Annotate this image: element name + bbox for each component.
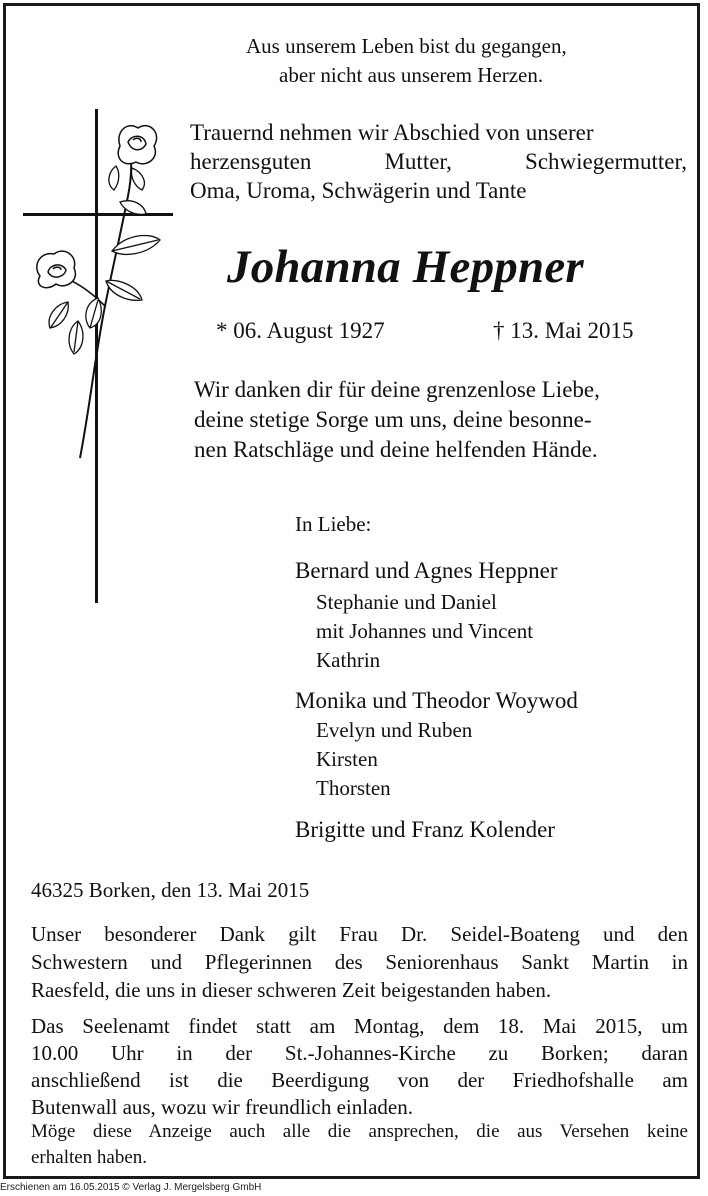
note-line-2: erhalten haben.	[31, 1147, 148, 1168]
cross-with-rose-icon	[20, 106, 180, 606]
service-line-2: 10.00 Uhr in der St.-Johannes-Kirche zu Borken; daran	[31, 1041, 688, 1065]
gratitude-line-3: Raesfeld, die uns in dieser schweren Zeit beigestanden haben.	[31, 978, 552, 1002]
thanks-line-3: nen Ratschläge und deine helfenden Hände.	[194, 437, 598, 462]
deceased-name: Johanna Heppner	[227, 241, 584, 293]
family-2-member: Kirsten	[316, 747, 378, 771]
family-3-head: Brigitte und Franz Kolender	[295, 817, 555, 842]
service-line-4: Butenwall aus, wozu wir freundlich einladen.	[31, 1095, 413, 1119]
gratitude-line-1: Unser besonderer Dank gilt Frau Dr. Seidel-Boateng und den	[31, 922, 688, 946]
thanks-line-2: deine stetige Sorge um uns, deine besonne-	[194, 407, 592, 432]
family-2-head: Monika und Theodor Woywod	[295, 688, 578, 713]
thanks-line-1: Wir danken dir für deine grenzenlose Liebe,	[194, 377, 600, 402]
note-line-1: Möge diese Anzeige auch alle die ansprechen, die aus Versehen keine	[31, 1121, 688, 1142]
family-1-member: mit Johannes und Vincent	[316, 619, 534, 643]
gratitude-line-2: Schwestern und Pflegerinnen des Seniorenhaus Sankt Martin in	[31, 950, 688, 974]
family-1-head: Bernard und Agnes Heppner	[295, 558, 558, 583]
mourners-heading: In Liebe:	[295, 512, 372, 536]
death-date: † 13. Mai 2015	[493, 318, 634, 343]
intro-line-1: Trauernd nehmen wir Abschied von unserer	[190, 120, 594, 145]
family-2-member: Thorsten	[316, 776, 391, 800]
intro-line-3: Oma, Uroma, Schwägerin und Tante	[190, 178, 527, 203]
motto-line-1: Aus unserem Leben bist du gegangen,	[246, 34, 567, 58]
birth-date: * 06. August 1927	[216, 318, 385, 343]
publication-footer: Erschienen am 16.05.2015 © Verlag J. Mergelsberg GmbH	[0, 1182, 262, 1193]
place-date: 46325 Borken, den 13. Mai 2015	[31, 878, 310, 902]
family-1-member: Stephanie und Daniel	[316, 590, 497, 614]
service-line-3: anschließend ist die Beerdigung von der Friedhofshalle am	[31, 1068, 688, 1092]
service-line-1: Das Seelenamt findet statt am Montag, dem 18. Mai 2015, um	[31, 1014, 688, 1038]
family-2-member: Evelyn und Ruben	[316, 718, 473, 742]
obituary-frame	[3, 3, 700, 1179]
motto-line-2: aber nicht aus unserem Herzen.	[279, 63, 544, 87]
family-1-member: Kathrin	[316, 648, 381, 672]
intro-line-2: herzensguten Mutter, Schwiegermutter,	[190, 149, 687, 174]
